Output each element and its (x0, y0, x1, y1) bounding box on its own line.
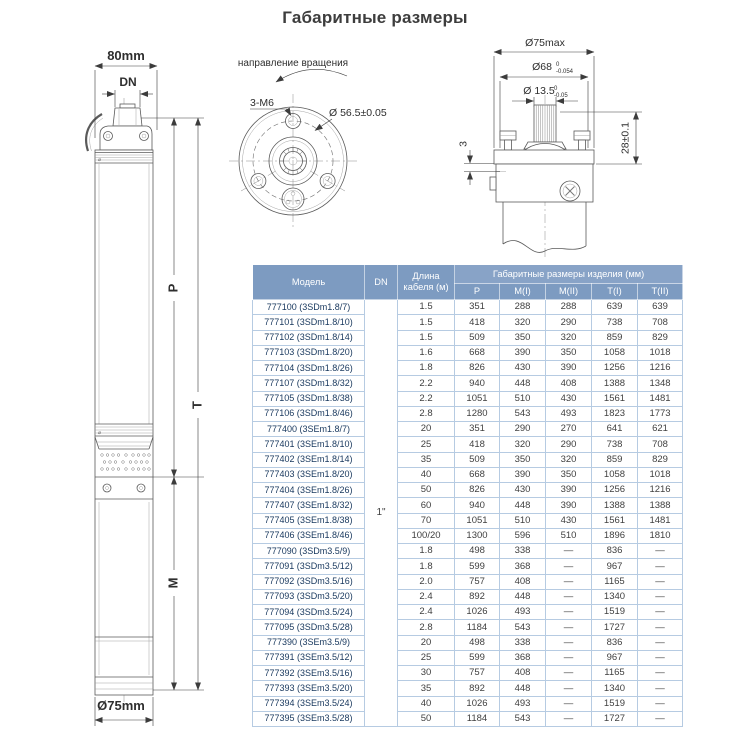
m2-cell: — (546, 650, 592, 665)
m2-cell: 288 (546, 300, 592, 315)
dim-80mm-label: 80mm (107, 48, 145, 63)
motor-top-view-drawing (440, 25, 670, 265)
svg-text:⌀: ⌀ (98, 430, 102, 436)
m1-cell: 350 (500, 452, 546, 467)
dim-75mm-label: Ø75mm (97, 698, 145, 713)
table-row (253, 574, 683, 589)
rotation-arrow (276, 69, 347, 82)
model-cell: 777390 (3SEm3.5/9) (253, 635, 365, 650)
m2-cell: 430 (546, 513, 592, 528)
m1-cell: 338 (500, 544, 546, 559)
dim-dn (102, 75, 153, 107)
t1-cell: 967 (592, 650, 638, 665)
table-row (253, 711, 683, 726)
p-cell: 940 (455, 498, 500, 513)
model-cell: 777091 (3SDm3.5/12) (253, 559, 365, 574)
t2-cell: 1481 (638, 513, 683, 528)
t2-cell: 1018 (638, 467, 683, 482)
t2-cell: — (638, 589, 683, 604)
t2-cell: 1388 (638, 498, 683, 513)
table-row (253, 452, 683, 467)
m2-cell: 290 (546, 315, 592, 330)
t2-cell: — (638, 696, 683, 711)
m1-cell: 390 (500, 467, 546, 482)
t1-cell: 738 (592, 437, 638, 452)
cable-length-cell: 35 (398, 452, 455, 467)
p-cell: 351 (455, 300, 500, 315)
cable-length-cell: 1.8 (398, 544, 455, 559)
table-row (253, 650, 683, 665)
t2-cell: 1810 (638, 528, 683, 543)
t1-cell: 1823 (592, 406, 638, 421)
p-cell: 940 (455, 376, 500, 391)
t1-cell: 1256 (592, 483, 638, 498)
t1-cell: 1165 (592, 574, 638, 589)
cable-length-cell: 100/20 (398, 528, 455, 543)
t1-cell: 1727 (592, 620, 638, 635)
dim-3-label: 3 (457, 141, 470, 147)
t1-cell: 1165 (592, 666, 638, 681)
m1-cell: 320 (500, 437, 546, 452)
m1-cell: 408 (500, 666, 546, 681)
p-cell: 1280 (455, 406, 500, 421)
model-cell: 777103 (3SDm1.8/20) (253, 345, 365, 360)
model-cell: 777101 (3SDm1.8/10) (253, 315, 365, 330)
motor-body (490, 150, 594, 252)
cable-length-cell: 70 (398, 513, 455, 528)
m2-cell: 270 (546, 422, 592, 437)
table-row (253, 361, 683, 376)
t1-cell: 1561 (592, 391, 638, 406)
model-cell: 777100 (3SDm1.8/7) (253, 300, 365, 315)
t1-cell: 1388 (592, 376, 638, 391)
model-cell: 777407 (3SEm1.8/32) (253, 498, 365, 513)
t1-cell: 1519 (592, 696, 638, 711)
cable-length-cell: 60 (398, 498, 455, 513)
t2-cell: 1018 (638, 345, 683, 360)
col-header-m2: M(II) (546, 284, 592, 300)
m1-cell: 448 (500, 681, 546, 696)
dn-cell: 1" (365, 300, 398, 727)
model-cell: 777095 (3SDm3.5/28) (253, 620, 365, 635)
m1-cell: 430 (500, 361, 546, 376)
p-cell: 1051 (455, 513, 500, 528)
svg-text:⌀: ⌀ (98, 157, 102, 163)
dim-13-5-tol-upper: 0 (554, 86, 558, 92)
t1-cell: 1340 (592, 589, 638, 604)
m1-cell: 368 (500, 650, 546, 665)
m1-cell: 290 (500, 422, 546, 437)
model-cell: 777402 (3SEm1.8/14) (253, 452, 365, 467)
p-cell: 757 (455, 574, 500, 589)
m2-cell: — (546, 666, 592, 681)
model-cell: 777092 (3SDm3.5/16) (253, 574, 365, 589)
m1-cell: 510 (500, 513, 546, 528)
p-cell: 1300 (455, 528, 500, 543)
dim-28-label: 28±0.1 (619, 121, 632, 155)
m2-cell: — (546, 681, 592, 696)
m1-cell: 288 (500, 300, 546, 315)
model-cell: 777403 (3SEm1.8/20) (253, 467, 365, 482)
p-cell: 498 (455, 635, 500, 650)
t1-cell: 1896 (592, 528, 638, 543)
callout-3m6 (250, 97, 291, 116)
t1-cell: 1388 (592, 498, 638, 513)
cable-length-cell: 2.0 (398, 574, 455, 589)
cable-length-cell: 2.8 (398, 406, 455, 421)
t2-cell: 1216 (638, 483, 683, 498)
table-row (253, 422, 683, 437)
m2-cell: 390 (546, 498, 592, 513)
cable-length-cell: 2.8 (398, 620, 455, 635)
model-cell: 777406 (3SEm1.8/46) (253, 528, 365, 543)
dim-75mm (95, 697, 153, 726)
cable-length-cell: 2.2 (398, 376, 455, 391)
m1-cell: 338 (500, 635, 546, 650)
p-cell: 1026 (455, 696, 500, 711)
m1-cell: 320 (500, 315, 546, 330)
table-row (253, 376, 683, 391)
m2-cell: — (546, 696, 592, 711)
col-header-m1: M(I) (500, 284, 546, 300)
cable-length-cell: 20 (398, 635, 455, 650)
p-cell: 599 (455, 559, 500, 574)
table-row (253, 635, 683, 650)
m2-cell: 390 (546, 483, 592, 498)
cable-length-cell: 50 (398, 483, 455, 498)
m2-cell: 430 (546, 391, 592, 406)
p-cell: 599 (455, 650, 500, 665)
dim-m-label: M (165, 577, 181, 589)
t2-cell: 708 (638, 315, 683, 330)
table-row (253, 605, 683, 620)
t2-cell: 1348 (638, 376, 683, 391)
m1-cell: 368 (500, 559, 546, 574)
m1-cell: 543 (500, 620, 546, 635)
col-header-overall-dims: Габаритные размеры изделия (мм) (455, 265, 683, 284)
t1-cell: 641 (592, 422, 638, 437)
rotation-view-drawing (225, 52, 405, 232)
t2-cell: 829 (638, 452, 683, 467)
t1-cell: 967 (592, 559, 638, 574)
m1-cell: 543 (500, 711, 546, 726)
col-header-dn: DN (365, 265, 398, 300)
t2-cell: 1773 (638, 406, 683, 421)
dim-13-5-label: Ø 13.5 (523, 85, 555, 97)
m1-cell: 493 (500, 605, 546, 620)
t1-cell: 836 (592, 635, 638, 650)
p-cell: 1184 (455, 711, 500, 726)
m2-cell: 408 (546, 376, 592, 391)
m2-cell: — (546, 589, 592, 604)
p-cell: 1184 (455, 620, 500, 635)
t1-cell: 859 (592, 330, 638, 345)
p-cell: 892 (455, 681, 500, 696)
model-cell: 777404 (3SEm1.8/26) (253, 483, 365, 498)
table-row (253, 345, 683, 360)
dim-75max-label: Ø75max (525, 37, 565, 49)
callout-bolt-circle (315, 107, 387, 131)
model-cell: 777401 (3SEm1.8/10) (253, 437, 365, 452)
m1-cell: 493 (500, 696, 546, 711)
table-row (253, 681, 683, 696)
m2-cell: — (546, 711, 592, 726)
m2-cell: 350 (546, 467, 592, 482)
m2-cell: — (546, 605, 592, 620)
cable-length-cell: 2.2 (398, 391, 455, 406)
m1-cell: 448 (500, 376, 546, 391)
dimensions-table-body (253, 300, 683, 727)
p-cell: 826 (455, 361, 500, 376)
t2-cell: 708 (638, 437, 683, 452)
m2-cell: — (546, 559, 592, 574)
t2-cell: — (638, 711, 683, 726)
dim-t-label: T (189, 401, 205, 409)
pump-body (95, 150, 153, 695)
cable-length-cell: 25 (398, 437, 455, 452)
t1-cell: 836 (592, 544, 638, 559)
m1-cell: 408 (500, 574, 546, 589)
col-header-p: P (455, 284, 500, 300)
cable-length-cell: 2.4 (398, 605, 455, 620)
dim-68-tol-upper: 0 (556, 62, 560, 68)
table-row (253, 300, 683, 315)
t2-cell: — (638, 650, 683, 665)
p-cell: 1051 (455, 391, 500, 406)
m1-cell: 543 (500, 406, 546, 421)
m1-cell: 596 (500, 528, 546, 543)
m2-cell: 320 (546, 452, 592, 467)
dim-13-5-tol-lower: -0.05 (554, 93, 568, 99)
m2-cell: 290 (546, 437, 592, 452)
cable-length-cell: 50 (398, 711, 455, 726)
p-cell: 509 (455, 330, 500, 345)
pump-side-view-drawing (55, 30, 215, 740)
dim-dn-label: DN (119, 75, 137, 89)
cable-length-cell: 40 (398, 696, 455, 711)
t2-cell: — (638, 605, 683, 620)
col-header-model: Модель (253, 265, 365, 300)
rotation-caption: направление вращения (237, 58, 349, 69)
table-row (253, 544, 683, 559)
t2-cell: — (638, 559, 683, 574)
m2-cell: 390 (546, 361, 592, 376)
t1-cell: 1340 (592, 681, 638, 696)
cable-length-cell: 20 (398, 422, 455, 437)
table-row (253, 467, 683, 482)
t1-cell: 1058 (592, 467, 638, 482)
t2-cell: — (638, 620, 683, 635)
model-cell: 777392 (3SEm3.5/16) (253, 666, 365, 681)
model-cell: 777090 (3SDm3.5/9) (253, 544, 365, 559)
cable-length-cell: 1.5 (398, 330, 455, 345)
t2-cell: — (638, 574, 683, 589)
t1-cell: 1058 (592, 345, 638, 360)
t2-cell: — (638, 666, 683, 681)
t1-cell: 1519 (592, 605, 638, 620)
t1-cell: 1561 (592, 513, 638, 528)
t1-cell: 738 (592, 315, 638, 330)
break-line (503, 241, 586, 253)
p-cell: 1026 (455, 605, 500, 620)
table-row (253, 391, 683, 406)
cable-length-cell: 2.4 (398, 589, 455, 604)
m1-cell: 430 (500, 483, 546, 498)
table-row (253, 528, 683, 543)
m1-cell: 448 (500, 498, 546, 513)
p-cell: 509 (455, 452, 500, 467)
table-row (253, 513, 683, 528)
p-cell: 351 (455, 422, 500, 437)
cable-length-cell: 35 (398, 681, 455, 696)
page-title: Габаритные размеры (282, 8, 468, 27)
t1-cell: 1256 (592, 361, 638, 376)
model-cell: 777405 (3SEm1.8/38) (253, 513, 365, 528)
model-cell: 777104 (3SDm1.8/26) (253, 361, 365, 376)
p-cell: 418 (455, 315, 500, 330)
t2-cell: — (638, 544, 683, 559)
m2-cell: 493 (546, 406, 592, 421)
model-cell: 777394 (3SEm3.5/24) (253, 696, 365, 711)
t1-cell: 639 (592, 300, 638, 315)
model-cell: 777093 (3SDm3.5/20) (253, 589, 365, 604)
col-header-t2: T(II) (638, 284, 683, 300)
table-row (253, 498, 683, 513)
table-row (253, 330, 683, 345)
m2-cell: 510 (546, 528, 592, 543)
model-cell: 777094 (3SDm3.5/24) (253, 605, 365, 620)
t2-cell: — (638, 681, 683, 696)
p-cell: 826 (455, 483, 500, 498)
m2-cell: — (546, 620, 592, 635)
m2-cell: — (546, 574, 592, 589)
cable-length-cell: 30 (398, 666, 455, 681)
model-cell: 777400 (3SEm1.8/7) (253, 422, 365, 437)
table-row (253, 620, 683, 635)
m2-cell: 350 (546, 345, 592, 360)
p-cell: 892 (455, 589, 500, 604)
cable-length-cell: 1.5 (398, 315, 455, 330)
table-row (253, 696, 683, 711)
model-cell: 777105 (3SDm1.8/38) (253, 391, 365, 406)
cable-length-cell: 1.5 (398, 300, 455, 315)
t2-cell: — (638, 635, 683, 650)
p-cell: 498 (455, 544, 500, 559)
dim-p-label: P (165, 283, 181, 293)
m2-cell: — (546, 635, 592, 650)
table-row (253, 437, 683, 452)
table-row (253, 666, 683, 681)
col-header-cable-length: Длина кабеля (м) (398, 265, 455, 300)
cable-length-cell: 1.6 (398, 345, 455, 360)
t2-cell: 1481 (638, 391, 683, 406)
p-cell: 418 (455, 437, 500, 452)
dim-68-tol-lower: -0.054 (556, 69, 574, 75)
m2-cell: — (546, 544, 592, 559)
dim-68-label: Ø68 (532, 61, 552, 73)
cable-length-cell: 40 (398, 467, 455, 482)
m1-cell: 350 (500, 330, 546, 345)
m1-cell: 510 (500, 391, 546, 406)
model-cell: 777102 (3SDm1.8/14) (253, 330, 365, 345)
cable-length-cell: 25 (398, 650, 455, 665)
t1-cell: 859 (592, 452, 638, 467)
dimensions-table (252, 264, 683, 727)
cable-length-cell: 1.8 (398, 559, 455, 574)
t2-cell: 1216 (638, 361, 683, 376)
table-row (253, 589, 683, 604)
p-cell: 668 (455, 467, 500, 482)
table-row (253, 483, 683, 498)
m1-cell: 390 (500, 345, 546, 360)
model-cell: 777391 (3SEm3.5/12) (253, 650, 365, 665)
p-cell: 668 (455, 345, 500, 360)
cable-length-cell: 1.8 (398, 361, 455, 376)
table-row (253, 315, 683, 330)
bolt-circle-label: Ø 56.5±0.05 (329, 107, 387, 119)
m2-cell: 320 (546, 330, 592, 345)
table-row (253, 559, 683, 574)
table-row (253, 406, 683, 421)
model-cell: 777393 (3SEm3.5/20) (253, 681, 365, 696)
t2-cell: 621 (638, 422, 683, 437)
col-header-t1: T(I) (592, 284, 638, 300)
t2-cell: 639 (638, 300, 683, 315)
bolt-holes-label: 3-М6 (250, 97, 274, 109)
m1-cell: 448 (500, 589, 546, 604)
pump-head (100, 104, 152, 150)
model-cell: 777106 (3SDm1.8/46) (253, 406, 365, 421)
model-cell: 777395 (3SEm3.5/28) (253, 711, 365, 726)
t1-cell: 1727 (592, 711, 638, 726)
t2-cell: 829 (638, 330, 683, 345)
p-cell: 757 (455, 666, 500, 681)
model-cell: 777107 (3SDm1.8/32) (253, 376, 365, 391)
